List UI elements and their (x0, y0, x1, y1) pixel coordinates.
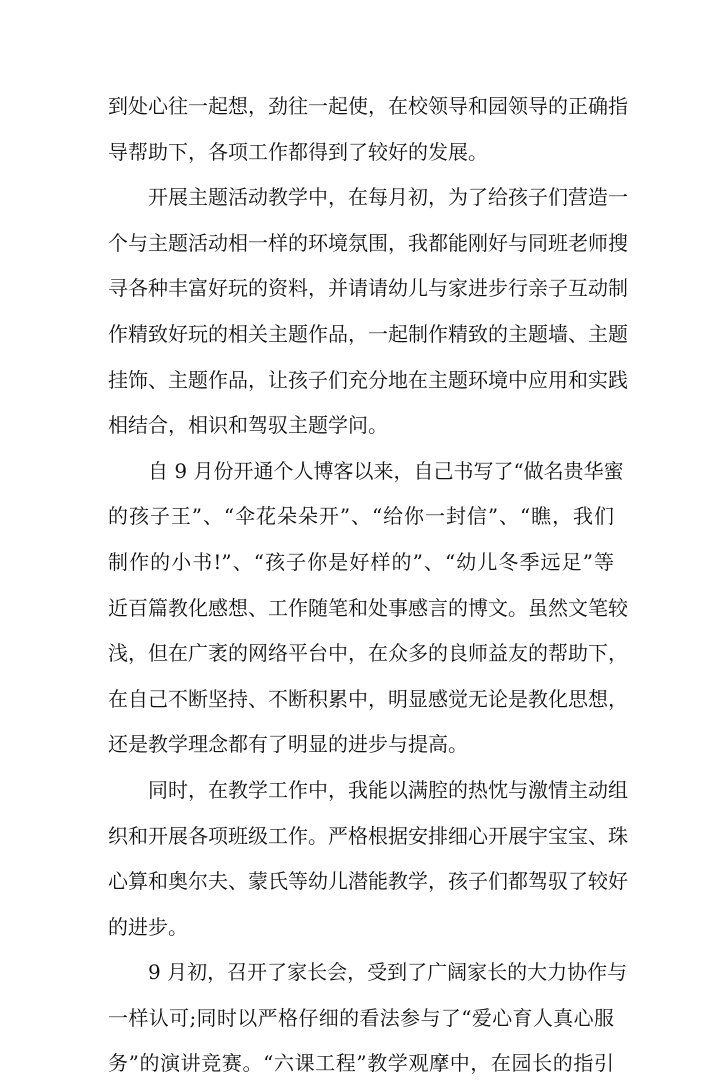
text-line: 开展主题活动教学中，在每月初，为了给孩子们营造一 (148, 185, 628, 210)
text-line: 自 9 月份开通个人博客以来，自己书写了“做名贵华蜜 (148, 458, 624, 483)
text-line: 制作的小书!”、“孩子你是好样的”、“幼儿冬季远足”等 (108, 549, 614, 574)
text-line: 同时，在教学工作中，我能以满腔的热忱与激情主动组 (148, 777, 628, 802)
text-line: 到处心往一起想，劲往一起使，在校领导和园领导的正确指 (108, 94, 628, 118)
text-line: 挂饰、主题作品，让孩子们充分地在主题环境中应用和实践 (108, 367, 628, 392)
text-line: 个与主题活动相一样的环境氛围，我都能刚好与同班老师搜 (108, 230, 628, 255)
text-line: 9 月初，召开了家长会，受到了广阔家长的大力协作与 (148, 960, 628, 985)
text-line: 在自己不断坚持、不断积累中，明显感觉无论是教化思想， (108, 686, 628, 711)
text-line: 一样认可;同时以严格仔细的看法参与了“爱心育人真心服 (108, 1005, 614, 1030)
text-line: 相结合，相识和驾驭主题学问。 (108, 413, 388, 438)
text-line: 近百篇教化感想、工作随笔和处事感言的博文。虽然文笔较 (108, 595, 628, 620)
text-line: 作精致好玩的相关主题作品，一起制作精致的主题墙、主题 (108, 321, 628, 346)
text-line: 心算和奥尔夫、蒙氏等幼儿潜能教学，孩子们都驾驭了较好 (108, 869, 628, 894)
text-line: 的进步。 (108, 914, 188, 939)
text-line: 浅，但在广袤的网络平台中，在众多的良师益友的帮助下， (108, 641, 628, 666)
text-line: 导帮助下，各项工作都得到了较好的发展。 (108, 139, 488, 164)
document-body (108, 84, 628, 1087)
text-line: 寻各种丰富好玩的资料，并请请幼儿与家进步行亲子互动制 (108, 276, 628, 301)
text-line: 织和开展各项班级工作。严格根据安排细心开展宇宝宝、珠 (108, 823, 628, 848)
text-line: 的孩子王”、“伞花朵朵开”、“给你一封信”、“瞧，我们 (108, 504, 614, 529)
text-line: 务”的演讲竞赛。“六课工程”教学观摩中，在园长的指引 (108, 1051, 614, 1076)
text-line: 还是教学理念都有了明显的进步与提高。 (108, 732, 468, 757)
